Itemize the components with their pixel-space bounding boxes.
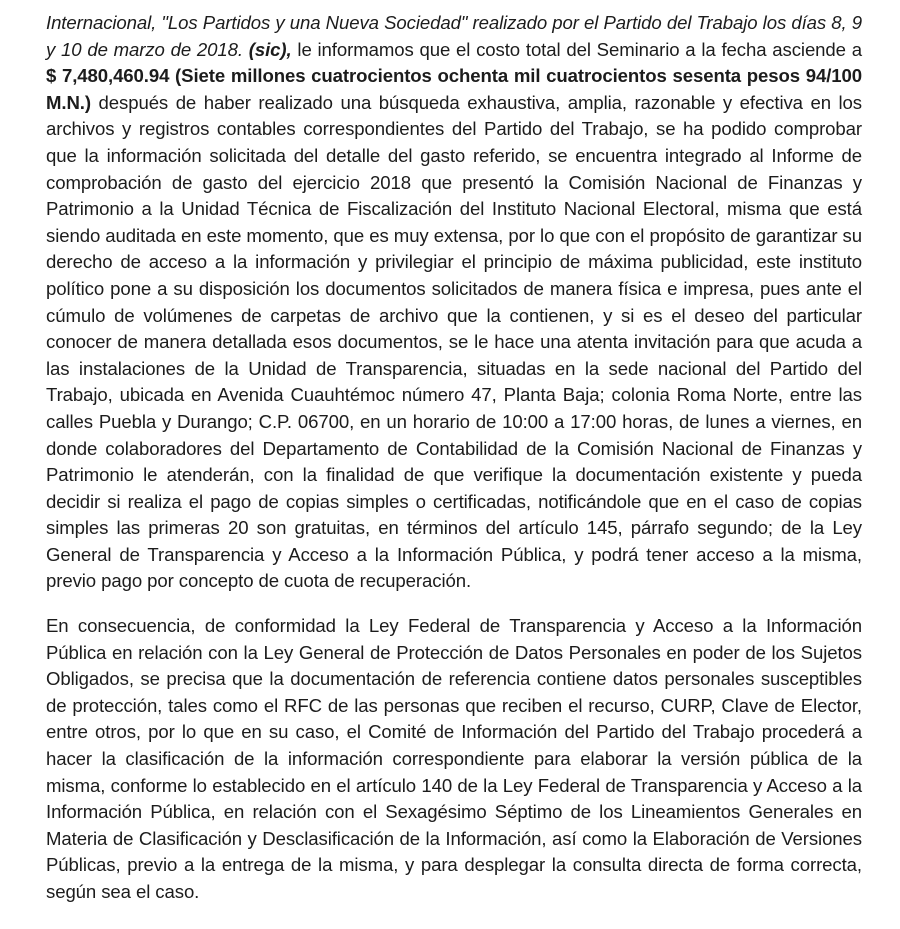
- sic-marker: (sic),: [248, 38, 292, 60]
- paragraph-cost-report: [46, 10, 862, 595]
- total-cost-amount: $ 7,480,460.94 (Siete millones cuatrocientos ochenta mil cuatrocientos sesenta pesos 94/100 M.N.): [46, 65, 862, 113]
- document-page: [46, 10, 862, 906]
- paragraph-personal-data: En consecuencia, de conformidad la Ley Federal de Transparencia y Acceso a la Información Pública en relación con la Ley General de Protección de Datos Personales en poder de los Sujetos Obligados, se precisa que la documentación de referencia contiene datos personales susceptibles de protección, tales como el RFC de las personas que reciben el recurso, CURP, Clave de Elector, entre otros, por lo que en su caso, el Comité de Información del Partido del Trabajo procederá a hacer la clasificación de la información correspondiente para elaborar la versión pública de la misma, conforme lo establecido en el artículo 140 de la Ley Federal de Transparencia y Acceso a la Información Pública, en relación con el Sexagésimo Séptimo de los Lineamientos Generales en Materia de Clasificación y Desclasificación de la Información, así como la Elaboración de Versiones Públicas, previo a la entrega de la misma, y para desplegar la consulta directa de forma correcta, según sea el caso.: [46, 615, 862, 902]
- seminar-reference: Internacional, "Los Partidos y una Nueva Sociedad" realizado por el Partido del Trabajo los días 8, 9 y 10 de marzo de 2018.: [46, 12, 862, 60]
- cost-intro-text: le informamos que el costo total del Seminario a la fecha asciende a: [297, 38, 862, 60]
- search-and-access-text: después de haber realizado una búsqueda exhaustiva, amplia, razonable y efectiva en los archivos y registros contables correspondientes del Partido del Trabajo, se ha podido comprobar que la información solicitada del detalle del gasto referido, se encuentra integrado al Informe de comprobación de gasto del ejercicio 2018 que presentó la Comisión Nacional de Finanzas y Patrimonio a la Unidad Técnica de Fiscalización del Instituto Nacional Electoral, misma que está siendo auditada en este momento, que es muy extensa, por lo que con el propósito de garantizar su derecho de acceso a la información y privilegiar el principio de máxima publicidad, este instituto político pone a su disposición los documentos solicitados de manera física e impresa, pues ante el cúmulo de volúmenes de carpetas de archivo que la contienen, y si es el deseo del particular conocer de manera detallada esos documentos, se le hace una atenta invitación para que acuda a las instalaciones de la Unidad de Transparencia, situadas en la sede nacional del Partido del Trabajo, ubicada en Avenida Cuauhtémoc número 47, Planta Baja; colonia Roma Norte, entre las calles Puebla y Durango; C.P. 06700, en un horario de 10:00 a 17:00 horas, de lunes a viernes, en donde colaboradores del Departamento de Contabilidad de la Comisión Nacional de Finanzas y Patrimonio le atenderán, con la finalidad de que verifique la documentación existente y pueda decidir si realiza el pago de copias simples o certificadas, notificándole que en el caso de copias simples las primeras 20 son gratuitas, en términos del artículo 145, párrafo segundo; de la Ley General de Transparencia y Acceso a la Información Pública, y podrá tener acceso a la misma, previo pago por concepto de cuota de recuperación.: [46, 91, 862, 592]
